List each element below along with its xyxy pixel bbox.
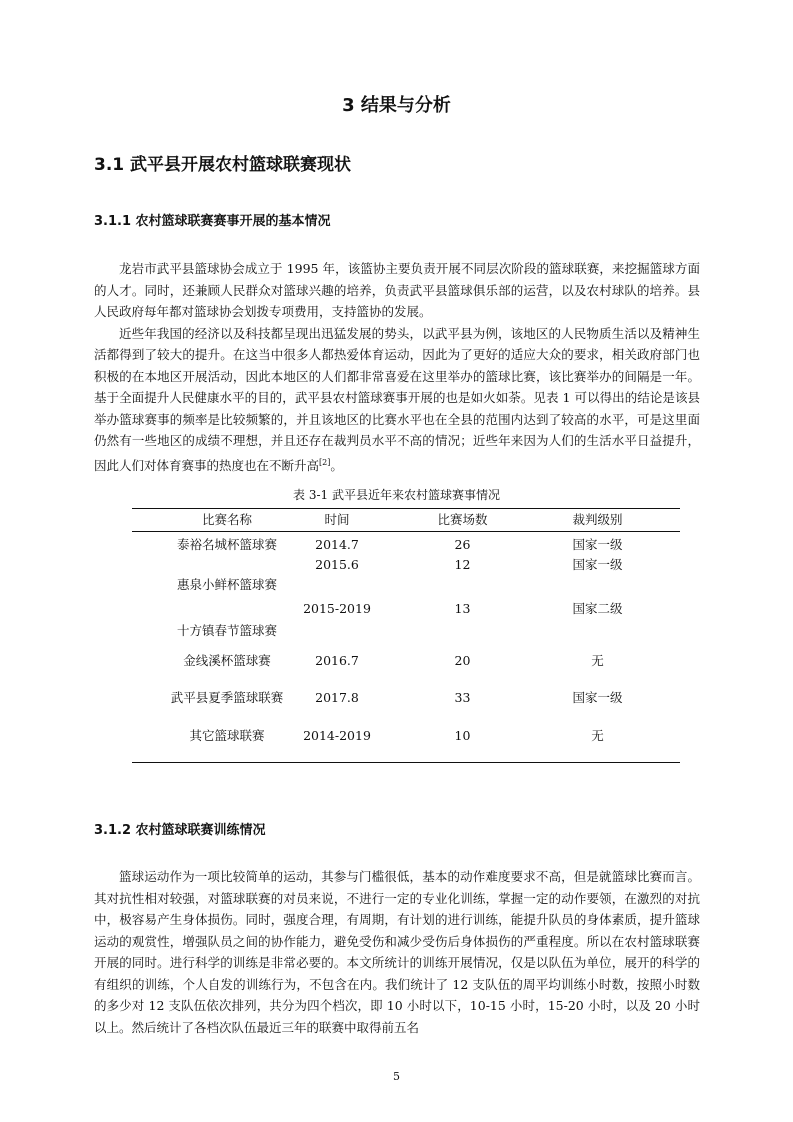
- table-cell: 33: [454, 690, 471, 705]
- paragraph-text: 近些年我国的经济以及科技都呈现出迅猛发展的势头，以武平县为例，该地区的人民物质生活以及精神生活都得到了较大的提升。在这当中很多人都热爱体育运动，因此为了更好的适应大众的要求，相关政府部门也积极的在本地区开展活动，因此本地区的人们都非常喜爱在这里举办的篮球比赛，该比赛举办的间隔是一年。基于全面提升人民健康水平的目的，武平县农村篮球赛事开展的也是如火如荼。见表 1 可以得出的结论是该县举办篮球赛事的频率是比较频繁的，并且该地区的比赛水平也在全县的范围内达到了较高的水平，可是这里面仍然有一些地区的成绩不理想，并且还存在裁判员水平不高的情况；近些年来因为人们的生活水平日益提升，因此人们对体育赛事的热度也在不断升高: [94, 325, 700, 473]
- table-cell: 13: [454, 601, 471, 616]
- table-header-cell: 比赛场数: [437, 512, 488, 527]
- table-cell: 无: [591, 728, 604, 743]
- table-cell: 惠泉小鲜杯篮球赛: [176, 577, 277, 592]
- table-cell: 2015-2019: [303, 601, 371, 616]
- paragraph: [94, 323, 700, 477]
- table-header-cell: 比赛名称: [201, 512, 252, 527]
- table-cell: 十方镇春节篮球赛: [176, 623, 277, 638]
- table-cell: 2015.6: [315, 557, 359, 572]
- sub-section-3-1-1-title: 3.1.1 农村篮球联赛赛事开展的基本情况: [94, 214, 331, 229]
- table-header-cell: 时间: [324, 512, 350, 527]
- section-title: 3 结果与分析: [342, 95, 451, 116]
- sub-section-3-1-1-body: [94, 258, 700, 476]
- table-cell: 泰裕名城杯篮球赛: [176, 537, 277, 552]
- table-cell: 无: [591, 653, 604, 668]
- paragraph: 篮球运动作为一项比较简单的运动，其参与门槛很低，基本的动作难度要求不高，但是就篮球比赛而言。其对抗性相对较强，对篮球联赛的对员来说，不进行一定的专业化训练，掌握一定的动作要领，在激烈的对抗中，极容易产生身体损伤。同时，强度合理，有周期，有计划的进行训练，能提升队员的身体素质，提升篮球运动的观赏性，增强队员之间的协作能力，避免受伤和减少受伤后身体损伤的严重程度。所以在农村篮球联赛开展的同时。进行科学的训练是非常必要的。本文所统计的训练开展情况，仅是以队伍为单位，展开的科学的有组织的训练，个人自发的训练行为，不包含在内。我们统计了 12 支队伍的周平均训练小时数，按照小时数的多少对 12 支队伍依次排列，共分为四个档次，即 10 小时以下，10-15 小时，15-20 小时，以及 20 小时以上。然后统计了各档次队伍最近三年的联赛中取得前五名: [94, 869, 700, 1035]
- page-number: 5: [393, 1070, 400, 1083]
- table-caption: 表 3-1 武平县近年来农村篮球赛事情况: [293, 488, 500, 502]
- paragraph-end: 。: [330, 457, 343, 473]
- table-cell: 2016.7: [315, 653, 359, 668]
- table-top-rule: [132, 508, 680, 509]
- table-cell: 10: [454, 728, 471, 743]
- table-bottom-rule: [132, 762, 680, 763]
- subsection-title: 3.1 武平县开展农村篮球联赛现状: [94, 155, 352, 175]
- table-cell: 其它篮球联赛: [189, 728, 265, 743]
- paragraph: 龙岩市武平县篮球协会成立于 1995 年，该篮协主要负责开展不同层次阶段的篮球联赛，来挖掘篮球方面的人才。同时，还兼顾人民群众对篮球兴趣的培养，负责武平县篮球俱乐部的运营，以及农村球队的培养。县人民政府每年都对篮球协会划拨专项费用，支持篮协的发展。: [94, 261, 700, 319]
- citation: [2]: [319, 457, 331, 467]
- table-cell: 国家一级: [572, 557, 623, 572]
- table-header-rule: [132, 531, 680, 532]
- table-cell: 金线溪杯篮球赛: [183, 653, 271, 668]
- table-cell: 26: [454, 537, 471, 552]
- table-cell: 国家一级: [572, 537, 623, 552]
- sub-section-3-1-2-body: [94, 866, 700, 1038]
- table-cell: 12: [454, 557, 471, 572]
- table-cell: 2014-2019: [303, 728, 371, 743]
- table-header-cell: 裁判级别: [572, 512, 623, 527]
- table-cell: 国家一级: [572, 690, 623, 705]
- table-cell: 2014.7: [315, 537, 359, 552]
- sub-section-3-1-2-title: 3.1.2 农村篮球联赛训练情况: [94, 823, 266, 838]
- table-cell: 国家二级: [572, 601, 623, 616]
- table-cell: 2017.8: [315, 690, 359, 705]
- table-cell: 武平县夏季篮球联赛: [170, 690, 284, 705]
- table-cell: 20: [454, 653, 471, 668]
